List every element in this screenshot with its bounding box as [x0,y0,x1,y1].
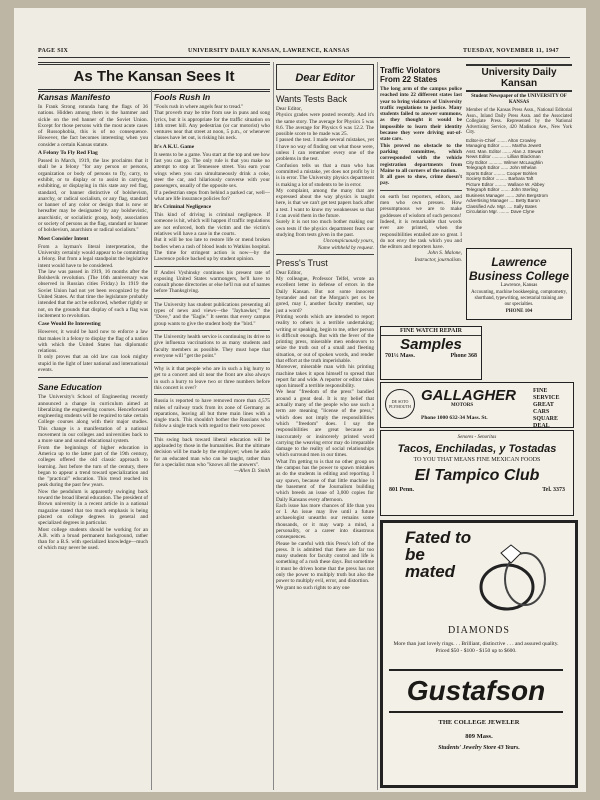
college-name: Lawrence Business College [468,255,570,283]
column-rule [273,62,274,790]
signature: —Allen D. Smith [234,468,270,475]
headline-wants-tests-back: Wants Tests Back [276,94,348,104]
divider [154,394,270,395]
watch-phone: Phone 368 [450,353,477,359]
article-text: This swing back toward liberal education will be applauded by those in the humanities. But the ultimate decision will be made by the employer; when he asks for an educated man who can be taught, rather than for a specialist man who "knows all the answers". [154,436,270,468]
column-4 [380,64,462,322]
article-text: The University's School of Engineering recently announced a change in curriculum aimed at liberalizing the engineering courses. Henceforward engineering students will be required to take certain College courses along with their major studies. This change is a manifestation of a national movement in our colleges and universities back to a more sane and sound educational system. From the beginnings of higher education in America up to the latter part of the 19th century, colleges offered the old classic approach to learning. Just before the turn of the century, there began to appear a trend toward specialization and the "practical" education. This trend reached its peak during the past few years. Now the pendulum is apparently swinging back toward the broad liberal education. The president of Brown university in a recent article in a national magazine stated that too much emphasis is being placed on college degrees in general and specialized degrees in particular. Most college students should be working for an A.B. with a broad permanent background, rather than for a B.S. with specialized knowledge—much of which may never be used. [38,394,148,552]
column-rule [151,90,152,790]
tampico-name: El Tampico Club [414,467,540,484]
letter-signature: John S. Malone, Instructor, journalism. [414,250,462,263]
tampico-club-ad [380,430,574,516]
college-city: Lawrence, Kansas [500,283,538,288]
divider [154,266,270,267]
header-rule [38,57,570,58]
column-2 [154,90,270,790]
editorial-banner [38,62,270,92]
gallagher-motors: MOTORS [451,403,474,408]
jeweler-address: 809 Mass. [465,733,493,740]
fated-to-be-mated: Fated to be mated [405,528,472,581]
college-text: Accounting, machine bookkeeping, comptometry, shorthand, typewriting, secretarial training are our specialties. [471,290,567,307]
tampico-address: 801 Penn. [389,487,415,493]
article-text: This kind of driving is criminal negligence. If someone is hit, which will happen if traffic regulations are not enforced, both the victim and the victim's relatives will have a case in the courts. But it will be too late to restore life or mend broken bodies when a rash of blood leads to Watkins hospital. The time for stringent action is now—by the Lawrence police backed up by student opinion. [154,212,270,263]
letter-text: on earth but reporters, editors, and men who own presses. How presumptuous we are to make goddesses of wisdom of such persons! Indeed, it is remarkable that words ever are printed, when the responsibilities entailed are so great. I do not envy the task which you and the editors and reporters have. [380,193,462,251]
newspaper-page [14,8,586,792]
column-rule [377,62,378,790]
diamonds-text: More than just lovely rings. . . Brilliant, distinctive . . . and assured quality. Priced $50 - $100 - $150 up to $600. [393,641,559,654]
article-text: The long arm of the campus police reached into 22 different states last year to bring violators of University traffic regulations to justice. Many students failed to answer summons, as they thought it would be impossible to learn their identity because they were driving out-of-state cars. This proved no obstacle to the parking committee, which corresponded with the vehicle registration departments from Maine to all corners of the nation. It all goes to show, crime doesn't pay. [380,86,462,187]
headline-press-trust: Press's Trust [276,257,328,268]
article-text: However, it would be hard now to enforce a law that makes it a felony to display the flag of a nation with which the United States has diplomatic relations. It only proves that an old law can look mighty stupid in the light of later national and international events. [38,329,148,373]
article-text: If Andrei Vyshinsky continues his present rate of exposing United States warmongers, he'll have to consult phone directories or else he'll run out of names before Thanksgiving. [154,269,270,295]
tampico-line2: TO YOU THAT MEANS FINE MEXICAN FOODS [413,457,541,463]
article-text: Passed in March, 1919, the law proclaims that it shall be a felony "for any person or persons, organization or body of persons to fly, carry, to exhibit, or to display or to assist in carrying, exhibiting, or displaying in this state any red flag, standard, or banner distinctive of bolshevism, anarchy, or radical socialism, or any flag, standard or banner of any color or design that is now or hereafter may be designated by any bolshevistic, anarchistic, or socialistic group, body, association or society of persons as the flag, standard or banner of bolshevism, anarchism or radical socialism." [38,158,148,234]
paper-name: UNIVERSITY DAILY KANSAN, LAWRENCE, KANSAS [188,48,350,54]
article-text: The University health service is continuing its drive to give influenza vaccinations to as many students and faculty members as possible. They must hope that everyone will "get the point." [154,333,270,359]
headline-sane-education: Sane Education [38,382,102,393]
gallagher-slogan: FINE SERVICE GREAT CARS SQUARE DEAL [533,388,560,428]
divider [154,362,270,363]
subhead: A Felony To Fly Red Flag [38,150,98,157]
article-text: In Frank Strong rotunda hang the flags of 36 nations. Hidden among them is the hammer and sickle on the red banner of the Soviet Union. Except for those persons with the most acute cases of Russophobia, this is of no consequence. However, the fact becomes interesting when you consider a certain Kansas statute. [38,104,148,148]
subhead: Most Consider Intent [38,235,89,242]
staff-list: Editor-in-Chief ........ Alton Crowley Managing Editor ........ Martha Jewett Asst. Man. Editor ....... Alan J. Stewart News Editor ........... Lillian Blackman City Editor ........... Wilmer McLaughlin Telegraph Editor ...... John Whelan Sports Editor ......... Cooper Bohlen Society Editor ......... Barbara Taft Picture Editor ......... Wallace W. Abbey Telegraph Editor ....... John Sterling Business Manager ....... John Bergstrom Advertising Manager .... Betty Baron Classified Adv. Mgr. .... Sally Bates Circulation Mgr. ........ Dave Clyne [466,137,548,215]
masthead-info: Member of the Kansas Press Assn., National Editorial Assn., Inland Daily Press Assn. and the Associated Collegiate Press. Represented by the National Advertising Service, 420 Madison Ave., New York City. [466,108,572,136]
masthead-title: University Daily Kansan [481,67,557,89]
subhead: Case Would Be Interesting [38,321,101,328]
divider [380,190,462,191]
article-text: "Fools rush in where angels fear to tread." That proverb may be trite from use in puns and song lyrics, but it is appropriate for the traffic situation on 14th street hill. Any pedestrian (or car motorist) who ventures near that street at noon, 5 p.m., or whenever classes have let out, is risking his neck. [154,104,270,142]
letter-text: Dear Editor, Physics grades were posted recently. And it's the same story. The average for Physics 5 was 8.6. The average for Physics 6 was 12.2. The possible score to be made was 25. I passed the test. I made several mistakes, yet I have no way of finding out what those were, unless I can remember every one of the problems in the test. Confusion tells us that a man who has committed a mistake, yet does not profit by it is in error. The University physics department is making a lot of students to be in error. My complaint, among the many that are expressed about the way physics is taught here, is that we can't get test papers back after a test. I want to know my weaknesses so that I can avoid them in the future. Surely it is not too much bother making our own tests if the physics department fears our studying from tests given in the past. [276,106,374,238]
banner-title: As The Kansan Sees It [73,68,235,85]
watch-samples: Samples [400,336,462,353]
divider [154,298,270,299]
dear-editor-title: Dear Editor [295,72,355,84]
article-text: From a layman's literal interpretation, the University certainly would appear to be committing a felony. But from a legal standpoint the legislative intent would have to be considered. The law was passed in 1919, 16 months after the Bolshevik revolution. (The 16th anniversary was observed in Russian cities Friday.) In 1919 the Soviet Union had not yet been recognized by the United States. At that time the legislature probably intended that the act be enforced, whether rightly or not, on the grounds that display of such a flag was incitement to revolution. [38,243,148,319]
tampico-tel: Tel. 3373 [542,487,565,493]
letter-signature: Unconspicuously yours, Name withheld by request. [317,238,374,251]
tampico-greeting: Senores - Senoritas [457,435,497,440]
headline-fools-rush-in: Fools Rush In [154,92,211,102]
divider [154,433,270,434]
gallagher-address: Phone 1000 632-34 Mass. St. [421,415,488,421]
divider [276,254,374,255]
desoto-logo: DE SOTO PLYMOUTH [385,389,415,419]
article-text: The University has student publications presenting all types of news and views—the "Jayhawker," the "Dove," and the "Eagle." It seems that every campus group wants to give the student body the "bird." [154,301,270,327]
subhead: It's Criminal Negligence [154,204,212,211]
article-text: It seems to be a game. You start at the top and see how fast you can go. The only rule is that you make no attempt to stop at Tennessee street. You earn your wings when you can simultaneously drink a coke, steer the car, and hilariously converse with your passengers, usually of the opposite sex. If a pedestrian steps from behind a parked car, well—what are life insurance policies for? [154,151,270,202]
diamonds-title: DIAMONDS [448,625,510,636]
gustafson-name: Gustafson [389,669,563,713]
jeweler-tagline: Students' Jewelry Store 43 Years. [438,745,520,751]
jeweler-title: THE COLLEGE JEWELER [438,719,520,726]
ring-illustration [471,531,555,619]
issue-date: TUESDAY, NOVEMBER 11, 1947 [463,48,559,54]
gustafson-ad [380,520,578,788]
headline-kansas-manifesto: Kansas Manifesto [38,92,111,102]
tampico-line1: Tacos, Enchiladas, y Tostadas [397,443,557,455]
watch-title: FINE WATCH REPAIR [381,327,481,336]
letter-text: Dear Editor, My colleague, Professor Telfel, wrote an excellent letter in defense of errors in the Daily Kansan. But not some innocent bystander and not the Morgan's pet ox be gored, may I, another faculty member, say just a word? Printing words which are intended to report reality to others is a terrible undertaking; writing or speaking, begin to me, other person is difficult enough. But with the fever of the printing press, miserable men endeavors to seize the truth out of a small and fleeting situation, or out of spoken words, and render that effort at the truth imperishable. Moreover, miserable man with his printing machine takes it upon himself to spread that report far and wide. A reporter or editor takes upon himself a terrible responsibility. We hear "freedom of the press" bandied around a great deal. It is my belief that actually many of the people who use such a term are meaning "license of the press," which does not imply the responsibilities which "freedom" does. I say the responsibilities are great because an inaccurately or insincerely printed word carrying the weaving error may do irreparable damage to the reality of social relationships which surround men in our times. What I'm getting to is that no other group on the campus has the power to spawn mistakes as do the students in editing and reporting. I say spawn, because of that little machine in the basement of the Journalism building which breeds an issue of 3,000 copies for Daily Kansans every afternoon. Each issue has more chances of life than you or I. An issue may live until a future archaeologist unearths our remains some thousands, or it may warp a mind, a personality, or a career into disastrous consequences. Please be careful with this Press's loft of the press. It is admitted that there are far too many students for faculty control and life is something of a rush these days. But sometime it must be driven home that the press has not only the power to multiply truth but also the power to multiply evil, error, and distortion. We grant no such rights to any one [276,269,374,591]
watch-address: 701½ Mass. [385,353,415,359]
divider [38,377,148,378]
gallagher-name: GALLAGHER [421,387,516,404]
dear-editor-box [276,64,374,90]
college-phone: PHONE 104 [505,309,533,314]
masthead [466,64,572,244]
article-text: Why is it that people who are in such a big hurry to get to a concert and sit near the front are also always in such a hurry to leave two or three numbers before this concert is over? [154,366,270,391]
subhead: It's A K.U. Game [154,143,195,150]
divider [154,330,270,331]
column-1 [38,90,148,790]
article-text: Russia is reported to have removed more than 4,575 miles of railway track from its zone of Germany as reparations, leaving all but three main lines with a single track. This shouldn't bother the Russians who follow a single track with regard to their veto power. [154,398,270,430]
watch-repair-ad [380,326,482,380]
page-number: PAGE SIX [38,48,69,54]
column-3 [276,64,374,792]
headline-traffic-violators: Traffic Violators From 22 States [380,66,441,84]
masthead-sub: Student Newspaper of the UNIVERSITY OF KANSAS [471,94,567,105]
business-college-ad [466,248,572,320]
gallagher-motors-ad [380,382,574,428]
